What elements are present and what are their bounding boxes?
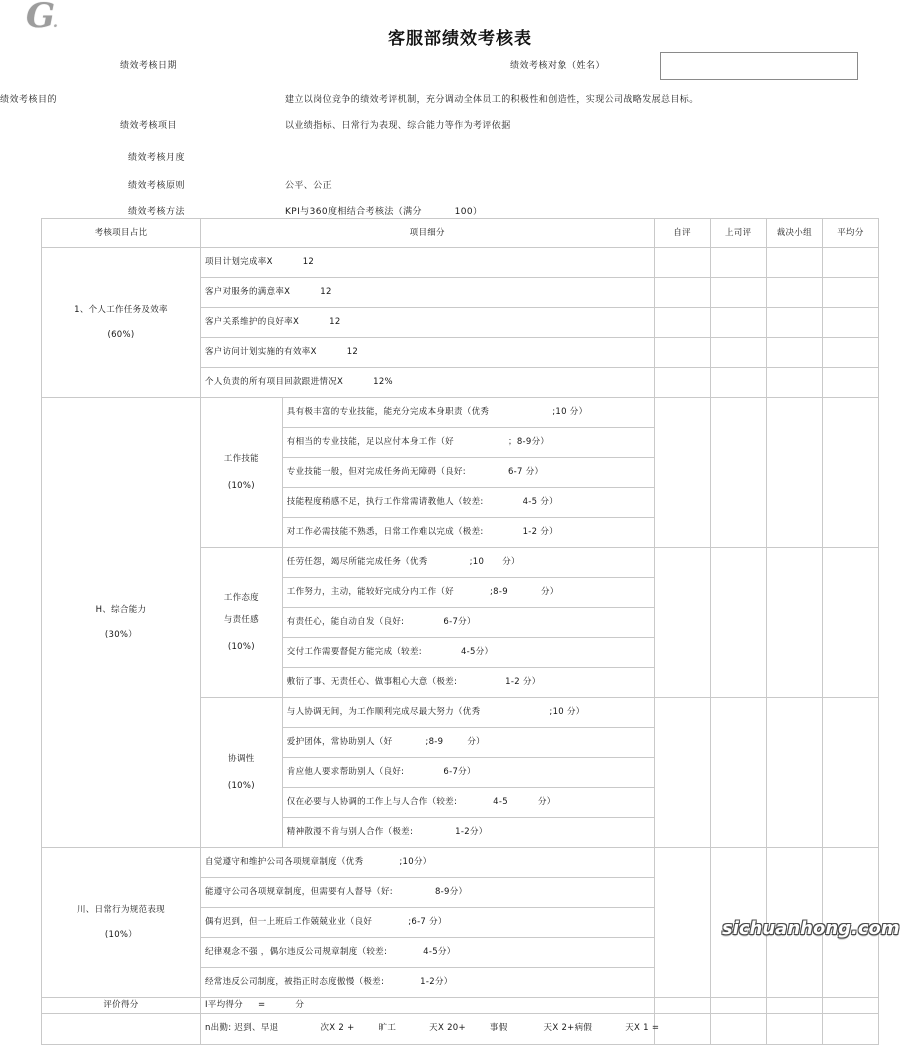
criterion-item: 专业技能一般，但对完成任务尚无障碍（良好: 6-7 分） bbox=[282, 458, 654, 488]
criterion-item: 具有极丰富的专业技能，能充分完成本身职责（优秀 ;10 分） bbox=[282, 398, 654, 428]
label-evaluation-score: 评价得分 bbox=[42, 998, 201, 1014]
criterion-item: 偶有迟到，但一上班后工作兢兢业业（良好 ;6-7 分） bbox=[200, 908, 654, 938]
header-average-score: 平均分 bbox=[822, 219, 878, 248]
score-supervisor[interactable] bbox=[710, 278, 766, 308]
value-attendance-formula[interactable]: n出勤: 迟到、早退 次X 2 + 旷工 天X 20+ 事假 天X 2+病假 天X 1 = bbox=[200, 1013, 654, 1044]
score-self[interactable] bbox=[654, 308, 710, 338]
header-supervisor-score: 上司评 bbox=[710, 219, 766, 248]
header-category: 考核项目占比 bbox=[42, 219, 201, 248]
section-name: 川、日常行为规范表现 bbox=[76, 904, 165, 915]
subgroup-label-work-skill bbox=[200, 398, 282, 548]
criterion-item: 对工作必需技能不熟悉，日常工作难以完成（极差: 1-2 分） bbox=[282, 518, 654, 548]
attendance-blank-cell bbox=[42, 1013, 201, 1044]
label-review-method: 绩效考核方法 bbox=[128, 207, 186, 217]
header-self-score: 自评 bbox=[654, 219, 710, 248]
section-label-daily-conduct bbox=[42, 848, 201, 998]
section-label-comprehensive-ability bbox=[42, 398, 201, 848]
evaluation-table-body bbox=[42, 219, 879, 1045]
score-supervisor[interactable] bbox=[710, 248, 766, 278]
table-row-attendance bbox=[42, 1013, 879, 1044]
score-average[interactable] bbox=[822, 278, 878, 308]
label-review-principle: 绩效考核原则 bbox=[128, 181, 186, 191]
label-review-month: 绩效考核月度 bbox=[128, 153, 186, 163]
score-average[interactable] bbox=[822, 548, 878, 698]
table-row bbox=[42, 248, 879, 278]
score-self[interactable] bbox=[654, 278, 710, 308]
score-committee[interactable] bbox=[766, 338, 822, 368]
score-committee[interactable] bbox=[766, 368, 822, 398]
table-row bbox=[42, 398, 879, 428]
header-committee-score: 裁决小组 bbox=[766, 219, 822, 248]
score-supervisor[interactable] bbox=[710, 338, 766, 368]
score-committee[interactable] bbox=[766, 1013, 822, 1044]
criterion-item: 项目计划完成率X 12 bbox=[200, 248, 654, 278]
criterion-item: 自觉遵守和维护公司各项规章制度（优秀 ;10分） bbox=[200, 848, 654, 878]
score-self[interactable] bbox=[654, 998, 710, 1014]
score-supervisor[interactable] bbox=[710, 308, 766, 338]
criterion-item: 有责任心，能自动自发（良好: 6-7分） bbox=[282, 608, 654, 638]
score-self[interactable] bbox=[654, 248, 710, 278]
label-review-date: 绩效考核日期 bbox=[120, 61, 178, 71]
evaluation-table bbox=[41, 218, 879, 1045]
criterion-item: 工作努力，主动，能较好完成分内工作（好 ;8-9 分） bbox=[282, 578, 654, 608]
header-items: 项目细分 bbox=[200, 219, 654, 248]
score-average[interactable] bbox=[822, 1013, 878, 1044]
logo-dot: . bbox=[53, 15, 56, 31]
criterion-item: 纪律观念不强 ，偶尔违反公司规章制度（较差: 4-5分） bbox=[200, 938, 654, 968]
score-average[interactable] bbox=[822, 848, 878, 998]
subject-name-input[interactable] bbox=[660, 52, 858, 80]
score-average[interactable] bbox=[822, 308, 878, 338]
criterion-item: 精神散漫不肯与别人合作（极差: 1-2分） bbox=[282, 818, 654, 848]
criterion-item: 仅在必要与人协调的工作上与人合作（较差: 4-5 分） bbox=[282, 788, 654, 818]
site-watermark: sichuanhong.com bbox=[722, 918, 900, 939]
section-name: H、综合能力 bbox=[95, 604, 147, 615]
criterion-item: 有相当的专业技能，足以应付本身工作（好 ；8-9分） bbox=[282, 428, 654, 458]
logo-glyph: G bbox=[26, 0, 54, 36]
score-average[interactable] bbox=[822, 998, 878, 1014]
section-name: 1、个人工作任务及效率 bbox=[74, 304, 168, 315]
page-title: 客服部绩效考核表 bbox=[388, 29, 532, 49]
criterion-item: 经常违反公司制度，被指正时态度傲慢（极差: 1-2分） bbox=[200, 968, 654, 998]
section-weight: (10%） bbox=[104, 929, 138, 940]
criterion-item: 技能程度稍感不足，执行工作常需请教他人（较差: 4-5 分） bbox=[282, 488, 654, 518]
value-evaluation-score[interactable]: I平均得分 = 分 bbox=[200, 998, 654, 1014]
score-self[interactable] bbox=[654, 368, 710, 398]
score-self[interactable] bbox=[654, 698, 710, 848]
label-review-project: 绩效考核项目 bbox=[120, 121, 178, 131]
table-row-evaluation-score bbox=[42, 998, 879, 1014]
score-committee[interactable] bbox=[766, 398, 822, 548]
score-committee[interactable] bbox=[766, 848, 822, 998]
value-review-principle: 公平、公正 bbox=[285, 181, 333, 191]
score-supervisor[interactable] bbox=[710, 848, 766, 998]
criterion-item: 能遵守公司各项规章制度，但需要有人督导（好: 8-9分） bbox=[200, 878, 654, 908]
score-supervisor[interactable] bbox=[710, 698, 766, 848]
criterion-item: 任劳任怨，竭尽所能完成任务（优秀 ;10 分） bbox=[282, 548, 654, 578]
score-committee[interactable] bbox=[766, 548, 822, 698]
subgroup-weight: (10%) bbox=[227, 780, 255, 791]
label-review-subject: 绩效考核对象（姓名） bbox=[510, 61, 606, 71]
criterion-item: 与人协调无间，为工作顺利完成尽最大努力（优秀 ;10 分） bbox=[282, 698, 654, 728]
value-review-method: KPI与360度相结合考核法（满分 100） bbox=[285, 207, 483, 217]
subgroup-name-line1: 工作态度 bbox=[223, 592, 259, 603]
score-self[interactable] bbox=[654, 548, 710, 698]
section-weight: (30%） bbox=[104, 629, 138, 640]
table-header-row bbox=[42, 219, 879, 248]
subgroup-name-line2: 与责任感 bbox=[223, 615, 259, 626]
criterion-item: 客户关系维护的良好率X 12 bbox=[200, 308, 654, 338]
score-self[interactable] bbox=[654, 848, 710, 998]
section-weight: (60%) bbox=[107, 329, 135, 340]
score-supervisor[interactable] bbox=[710, 1013, 766, 1044]
value-review-project: 以业绩指标、日常行为表现、综合能力等作为考评依据 bbox=[285, 121, 511, 131]
score-average[interactable] bbox=[822, 248, 878, 278]
table-row bbox=[42, 848, 879, 878]
score-committee[interactable] bbox=[766, 248, 822, 278]
subject-name-value bbox=[661, 53, 857, 65]
label-review-purpose: 绩效考核目的 bbox=[0, 95, 58, 105]
score-supervisor[interactable] bbox=[710, 368, 766, 398]
score-average[interactable] bbox=[822, 698, 878, 848]
score-self[interactable] bbox=[654, 398, 710, 548]
score-committee[interactable] bbox=[766, 308, 822, 338]
criterion-item: 个人负责的所有项目回款跟进情况X 12% bbox=[200, 368, 654, 398]
value-review-purpose: 建立以岗位竞争的绩效考评机制，充分调动全体员工的积极性和创造性，实现公司战略发展总目标。 bbox=[285, 95, 699, 105]
score-average[interactable] bbox=[822, 398, 878, 548]
section-label-personal-tasks bbox=[42, 248, 201, 398]
score-supervisor[interactable] bbox=[710, 398, 766, 548]
subgroup-name: 协调性 bbox=[228, 753, 255, 764]
subgroup-weight: (10%) bbox=[227, 641, 255, 652]
score-committee[interactable] bbox=[766, 998, 822, 1014]
subgroup-name: 工作技能 bbox=[223, 453, 259, 464]
criterion-item: 客户访问计划实施的有效率X 12 bbox=[200, 338, 654, 368]
score-supervisor[interactable] bbox=[710, 548, 766, 698]
criterion-item: 肯应他人要求帮助别人（良好: 6-7分） bbox=[282, 758, 654, 788]
criterion-item: 敷衍了事、无责任心、做事粗心大意（极差: 1-2 分） bbox=[282, 668, 654, 698]
score-self[interactable] bbox=[654, 338, 710, 368]
score-average[interactable] bbox=[822, 338, 878, 368]
score-self[interactable] bbox=[654, 1013, 710, 1044]
score-committee[interactable] bbox=[766, 278, 822, 308]
score-average[interactable] bbox=[822, 368, 878, 398]
score-committee[interactable] bbox=[766, 698, 822, 848]
criterion-item: 交付工作需要督促方能完成（较差: 4-5分） bbox=[282, 638, 654, 668]
subgroup-label-work-attitude bbox=[200, 548, 282, 698]
subgroup-label-coordination bbox=[200, 698, 282, 848]
criterion-item: 客户对服务的满意率X 12 bbox=[200, 278, 654, 308]
score-supervisor[interactable] bbox=[710, 998, 766, 1014]
criterion-item: 爱护团体，常协助别人（好 ;8-9 分） bbox=[282, 728, 654, 758]
subgroup-weight: (10%) bbox=[227, 480, 255, 491]
